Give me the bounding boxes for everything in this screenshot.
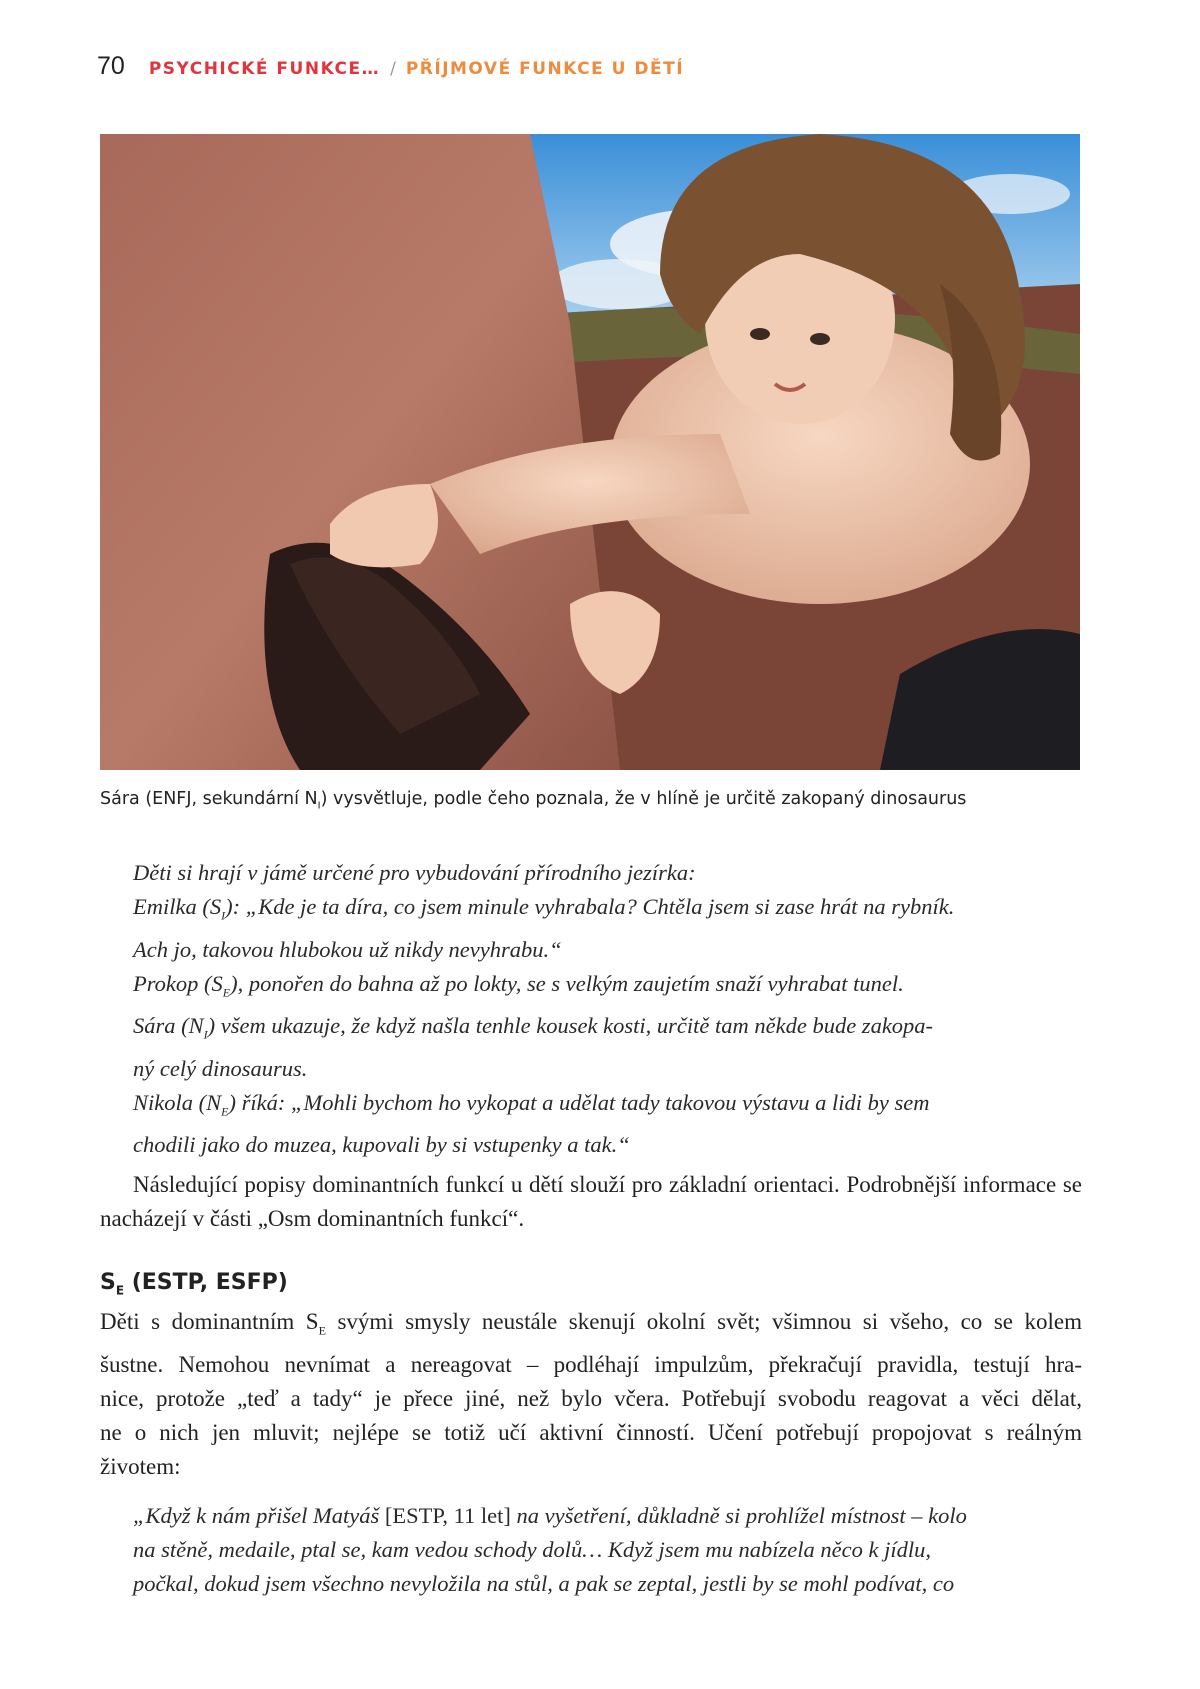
section-heading-se: $S_E$ (ESTP, ESFP) xyxy=(100,1270,288,1298)
photo-caption: Sára (ENFJ, sekundární $N_I$) vysvětluje, podle čeho poznala, že v hlíně je určitě zakopaný dinosaurus xyxy=(100,789,967,812)
quote-line: Emilka $(S_I)$: „Kde je ta díra, co jsem minule vyhrabala? Chtěla jsem si zase hrát na rybník. xyxy=(133,894,955,923)
body-line: šustne. Nemohou nevnímat a nereagovat – podléhají impulzům, překračují pravidla, testují hra- xyxy=(100,1351,1082,1377)
quote-line: Sára $(N_I)$ všem ukazuje, že když našla tenhle kousek kosti, určitě tam někde bude zakopa- xyxy=(133,1013,934,1042)
body-line: nice, protože „teď a tady“ je přece jiné, než bylo včera. Potřebují svobodu reagovat a věci dělat, xyxy=(100,1385,1082,1411)
quote-line: Prokop $(S_E)$, ponořen do bahna až po lokty, se s velkým zaujetím snaží vyhrabat tunel. xyxy=(133,970,904,999)
section-title: PSYCHICKÉ FUNKCE… xyxy=(148,59,381,79)
quote-line: „Když k nám přišel Matyáš [ESTP, 11 let] na vyšetření, důkladně si prohlížel místnost – kolo xyxy=(133,1503,967,1528)
page-number: 70 xyxy=(97,52,125,80)
intro-paragraph: Následující popisy dominantních funkcí u dětí slouží pro základní orientaci. Podrobnější informace se nacházejí v části „Osm dominantních funkcí“. xyxy=(100,1172,1082,1231)
quote-line: počkal, dokud jsem všechno nevyložila na stůl, a pak se zeptal, jestli by se mohl podívat, co xyxy=(133,1571,955,1596)
subsection-title: PŘÍJMOVÉ FUNKCE U DĚTÍ xyxy=(405,59,685,79)
dialogue-quote xyxy=(133,856,1073,1162)
header-separator: / xyxy=(390,59,396,79)
body-line: ne o nich jen mluvit; nejlépe se totiž učí aktivní činností. Učení potřebují propojovat s reálným xyxy=(100,1419,1082,1445)
running-header xyxy=(97,52,684,81)
photo-child-digging xyxy=(100,134,1080,770)
body-paragraph xyxy=(100,1305,1082,1484)
quote-line: ný celý dinosaurus. xyxy=(133,1055,308,1081)
body-line: životem: xyxy=(100,1453,181,1479)
case-quote xyxy=(133,1499,1073,1601)
quote-line: na stěně, medaile, ptal se, kam vedou schody dolů… Když jsem mu nabízela něco k jídlu, xyxy=(133,1537,931,1562)
quote-line: Děti si hrají v jámě určené pro vybudování přírodního jezírka: xyxy=(133,860,696,885)
quote-line: chodili jako do muzea, kupovali by si vstupenky a tak.“ xyxy=(133,1132,630,1157)
quote-line: Ach jo, takovou hlubokou už nikdy nevyhrabu.“ xyxy=(133,936,562,962)
quote-line: Nikola $(N_E)$ říká: „Mohli bychom ho vykopat a udělat tady takovou výstavu a lidi by sem xyxy=(133,1089,930,1118)
body-line: Děti s dominantním $S_E$ svými smysly neustále skenují okolní svět; všimnou si všeho, co se kolem xyxy=(100,1309,1082,1338)
